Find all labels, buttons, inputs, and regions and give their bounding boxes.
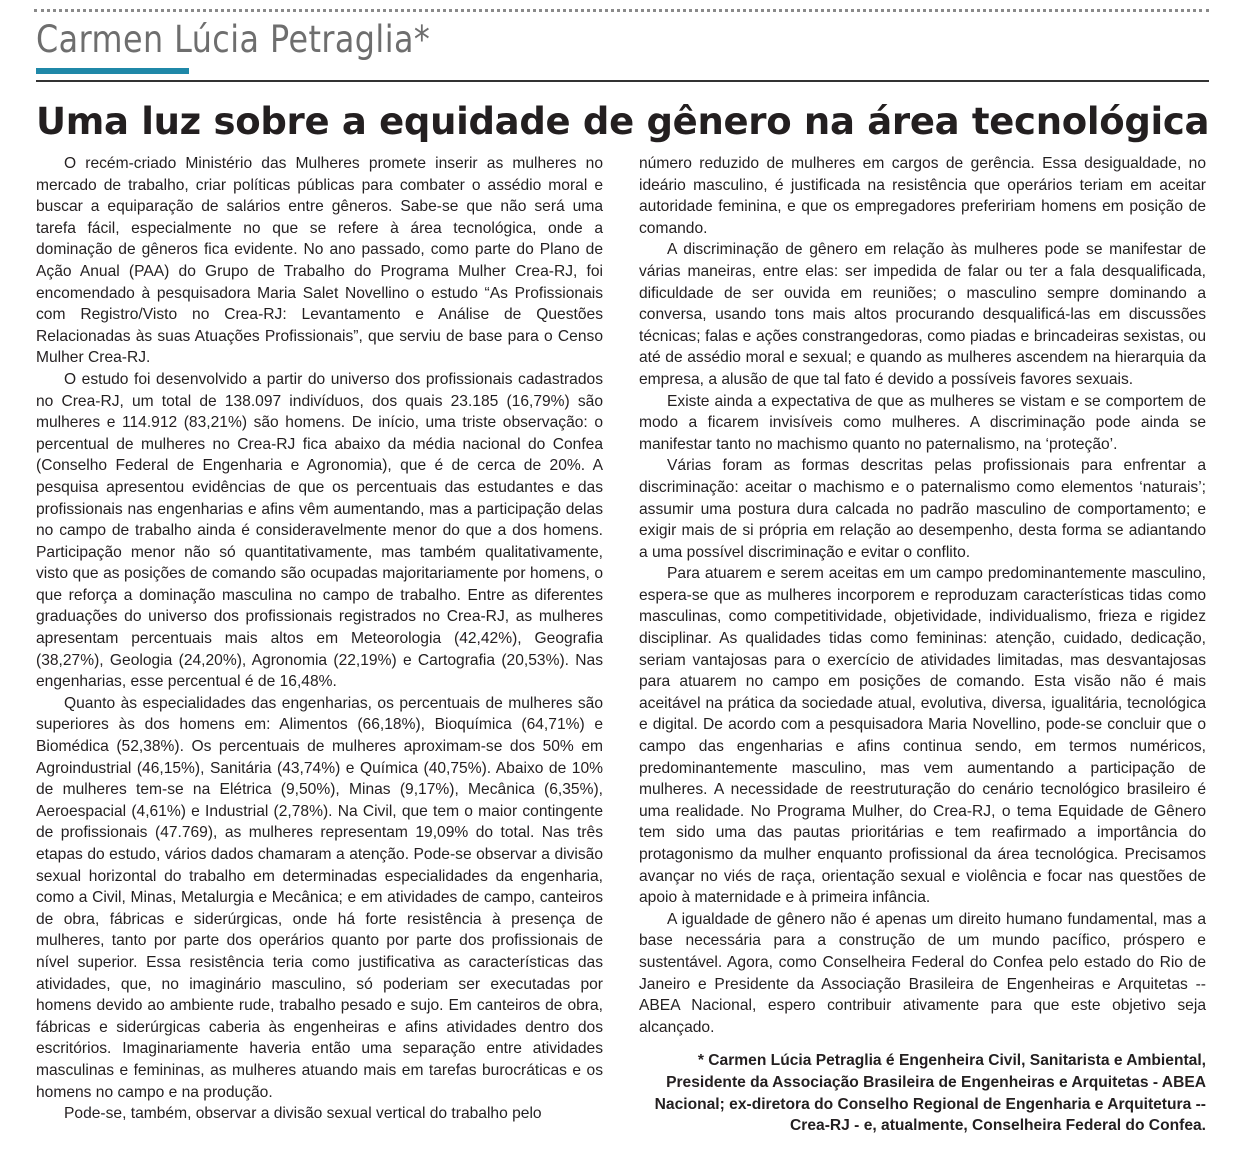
author-name: Carmen Lúcia Petraglia* bbox=[36, 18, 431, 61]
paragraph: A igualdade de gênero não é apenas um direito humano fundamental, mas a base necessária para a construção de um mundo pacífico, próspero e sustentável. Agora, como Conselheira Federal do Confea pelo estado do Rio de Janeiro e Presidente da Associação Brasileira de Engenheiras e Arquitetas -- ABEA Nacional, espero contribuir ativamente para que este objetivo seja alcançado. bbox=[639, 910, 1206, 1036]
paragraph: Várias foram as formas descritas pelas profissionais para enfrentar a discriminação: aceitar o machismo e o paternalismo como elementos ‘naturais’; assumir uma postura dura calcada no padrão masculino de comportamento; e exigir mais de si própria em relação ao desempenho, desta forma se adiantando a uma possível discriminação e evitar o conflito. bbox=[639, 457, 1206, 561]
article-column-right bbox=[639, 153, 1206, 1038]
paragraph: Pode-se, também, observar a divisão sexual vertical do trabalho pelo bbox=[64, 1105, 542, 1123]
article-headline: Uma luz sobre a equidade de gênero na área tecnológica bbox=[36, 100, 1210, 143]
paragraph: Existe ainda a expectativa de que as mulheres se vistam e se comportem de modo a ficarem invisíveis como mulheres. A discriminação pode ainda se manifestar tanto no machismo quanto no paternalismo, na ‘proteção’. bbox=[639, 392, 1206, 453]
top-dotted-rule bbox=[34, 9, 1209, 12]
article-column-left bbox=[36, 153, 603, 1125]
author-accent-bar bbox=[36, 68, 189, 74]
author-bio-footnote: * Carmen Lúcia Petraglia é Engenheira Civil, Sanitarista e Ambiental, Presidente da Associação Brasileira de Engenheiras e Arquitetas - ABEA Nacional; ex-diretora do Conselho Regional de Engenharia e Arquitetura -- Crea-RJ - e, atualmente, Conselheira Federal do Confea. bbox=[654, 1052, 1206, 1135]
header-rule bbox=[36, 80, 1209, 82]
paragraph-continued: número reduzido de mulheres em cargos de gerência. Essa desigualdade, no ideário masculino, é justificada na resistência que operários teriam em aceitar autoridade feminina, e que os empregadores prefeririam homens em posição de comando. bbox=[639, 155, 1206, 237]
paragraph: A discriminação de gênero em relação às mulheres pode se manifestar de várias maneiras, entre elas: ser impedida de falar ou ter a fala desqualificada, dificuldade de ser ouvida em reuniões; o masculino sempre dominando a conversa, usando tons mais altos procurando desqualificá-las em discussões técnicas; falas e ações constrangedoras, como piadas e brincadeiras sexistas, ou até de assédio moral e sexual; e quando as mulheres ascendem na hierarquia da empresa, a alusão de que tal fato é devido a possíveis favores sexuais. bbox=[639, 241, 1206, 388]
paragraph: O recém-criado Ministério das Mulheres promete inserir as mulheres no mercado de trabalho, criar políticas públicas para combater o assédio moral e buscar a equiparação de salários entre gêneros. Sabe-se que não será uma tarefa fácil, especialmente no que se refere à área tecnológica, onde a dominação de gêneros fica evidente. No ano passado, como parte do Plano de Ação Anual (PAA) do Grupo de Trabalho do Programa Mulher Crea-RJ, foi encomendado à pesquisadora Maria Salet Novellino o estudo “As Profissionais com Registro/Visto no Crea-RJ: Levantamento e Análise de Questões Relacionadas às suas Atuações Profissionais”, que serviu de base para o Censo Mulher Crea-RJ. bbox=[36, 155, 603, 367]
paragraph: Quanto às especialidades das engenharias, os percentuais de mulheres são superiores às dos homens em: Alimentos (66,18%), Bioquímica (64,71%) e Biomédica (52,38%). Os percentuais de mulheres aproximam-se dos 50% em Agroindustrial (46,15%), Sanitária (43,74%) e Química (40,75%). Abaixo de 10% de mulheres tem-se na Elétrica (9,50%), Minas (9,17%), Mecânica (6,35%), Aeroespacial (4,61%) e Industrial (2,78%). Na Civil, que tem o maior contingente de profissionais (47.769), as mulheres representam 19,09% do total. Nas três etapas do estudo, vários dados chamaram a atenção. Pode-se observar a divisão sexual horizontal do trabalho em determinadas especialidades da engenharia, como a Civil, Minas, Metalurgia e Mecânica; e em atividades de campo, canteiros de obra, fábricas e siderúrgicas, onde há forte resistência à presença de mulheres, tanto por parte dos operários quanto por parte dos profissionais de nível superior. Essa resistência teria como justificativa as características das atividades, que, no imaginário masculino, só poderiam ser executadas por homens devido ao ambiente rude, trabalho pesado e sujo. Em canteiros de obra, fábricas e siderúrgicas caberia às engenheiras e afins atividades dentro dos escritórios. Imaginariamente haveria então uma separação entre atividades masculinas e femininas, as mulheres atuando mais em tarefas burocráticas e os homens no campo e na produção. bbox=[36, 694, 603, 1101]
paragraph: O estudo foi desenvolvido a partir do universo dos profissionais cadastrados no Crea-RJ, um total de 138.097 indivíduos, dos quais 23.185 (16,79%) são mulheres e 114.912 (83,21%) são homens. De início, uma triste observação: o percentual de mulheres no Crea-RJ fica abaixo da média nacional do Confea (Conselho Federal de Engenharia e Agronomia), que é de cerca de 20%. A pesquisa apresentou evidências de que os percentuais das estudantes e das profissionais nas engenharias e afins vêm aumentando, mas a participação delas no campo de trabalho ainda é consideravelmente menor do que a dos homens. Participação menor não só quantitativamente, mas também qualitativamente, visto que as posições de comando são ocupadas majoritariamente por homens, o que reforça a dominação masculina no campo de trabalho. Entre as diferentes graduações do universo dos profissionais registrados no Crea-RJ, as mulheres apresentam percentuais mais altos em Meteorologia (42,42%), Geografia (38,27%), Geologia (24,20%), Agronomia (22,19%) e Cartografia (20,53%). Nas engenharias, esse percentual é de 16,48%. bbox=[36, 370, 603, 691]
paragraph: Para atuarem e serem aceitas em um campo predominantemente masculino, espera-se que as mulheres incorporem e reproduzam características tidas como masculinas, como competitividade, objetividade, individualismo, frieza e rigidez disciplinar. As qualidades tidas como femininas: atenção, cuidado, dedicação, seriam vantajosas para o exercício de atividades limitadas, mas desvantajosas para atuarem no campo em posições de comando. Esta visão não é mais aceitável na prática da sociedade atual, evolutiva, diversa, igualitária, tecnológica e digital. De acordo com a pesquisadora Maria Novellino, pode-se concluir que o campo das engenharias e afins continua sendo, em termos numéricos, predominantemente masculino, mas vem aumentando a participação de mulheres. A necessidade de reestruturação do cenário tecnológico brasileiro é uma realidade. No Programa Mulher, do Crea-RJ, o tema Equidade de Gênero tem sido uma das pautas prioritárias e tem reafirmado a importância do protagonismo da mulher enquanto profissional da área tecnológica. Precisamos avançar no viés de raça, orientação sexual e violência e focar nas questões de apoio à maternidade e à primeira infância. bbox=[639, 565, 1206, 907]
